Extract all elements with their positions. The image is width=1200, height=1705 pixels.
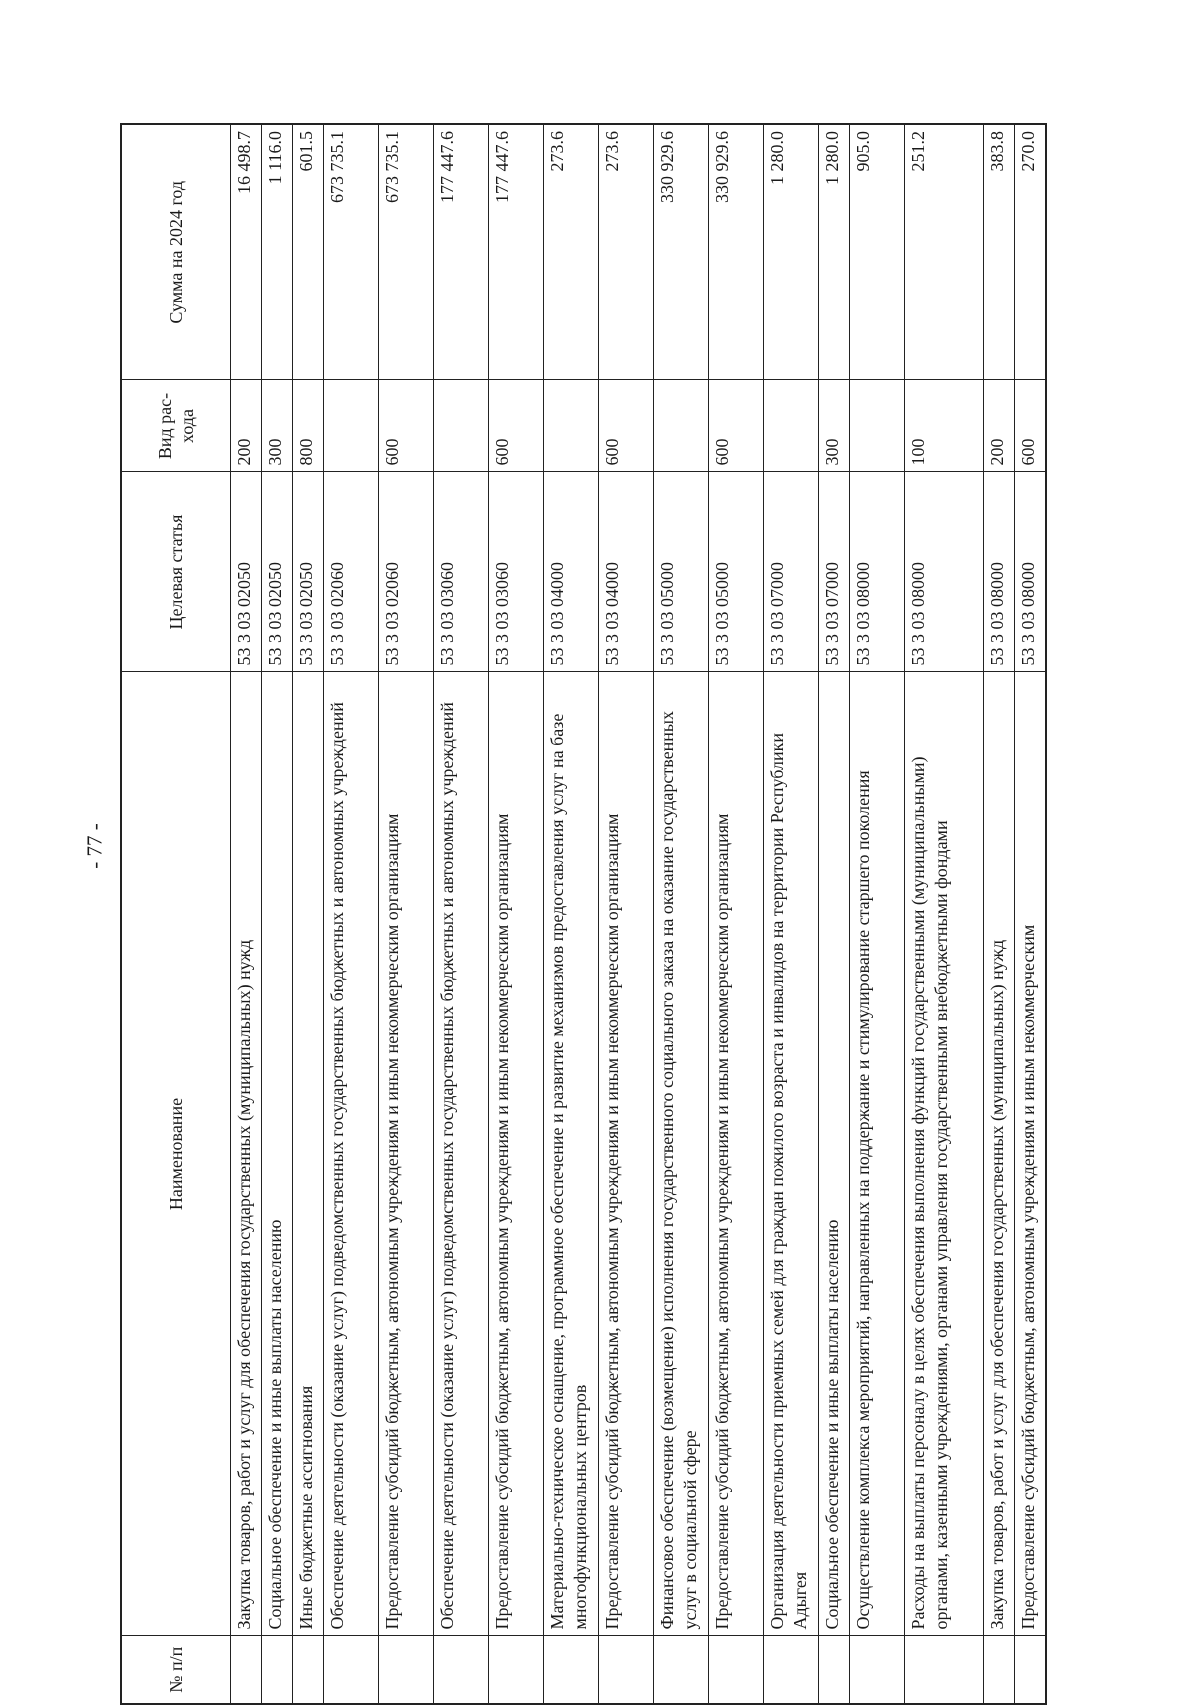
row-num	[764, 1636, 819, 1704]
row-amount: 1 280.0	[819, 124, 850, 380]
row-amount: 177 447.6	[434, 124, 489, 380]
row-num	[599, 1636, 654, 1704]
table-row	[434, 124, 489, 1704]
row-amount: 330 929.6	[654, 124, 709, 380]
row-kind	[764, 380, 819, 472]
row-code: 53 3 03 02060	[324, 472, 379, 672]
row-code: 53 3 03 02050	[231, 472, 262, 672]
row-amount: 673 735.1	[379, 124, 434, 380]
row-name: Закупка товаров, работ и услуг для обеспечения государственных (муниципальных) нужд	[231, 672, 262, 1636]
row-kind	[850, 380, 905, 472]
row-amount: 383.8	[984, 124, 1015, 380]
row-code: 53 3 03 08000	[1015, 472, 1047, 672]
row-kind	[434, 380, 489, 472]
row-num	[905, 1636, 984, 1704]
header-amount: Сумма на 2024 год	[121, 124, 231, 380]
row-kind: 300	[262, 380, 293, 472]
row-name: Предоставление субсидий бюджетным, автономным учреждениям и иным некоммерческим организациям	[709, 672, 764, 1636]
row-name: Обеспечение деятельности (оказание услуг) подведомственных государственных бюджетных и автономных учреждений	[324, 672, 379, 1636]
row-kind: 600	[379, 380, 434, 472]
row-amount: 905.0	[850, 124, 905, 380]
table-header-row	[121, 124, 231, 1704]
header-num: № п/п	[121, 1636, 231, 1704]
row-amount: 177 447.6	[489, 124, 544, 380]
row-num	[231, 1636, 262, 1704]
row-code: 53 3 03 08000	[984, 472, 1015, 672]
row-amount: 1 116.0	[262, 124, 293, 380]
row-amount: 251.2	[905, 124, 984, 380]
row-code: 53 3 03 03060	[489, 472, 544, 672]
row-code: 53 3 03 08000	[905, 472, 984, 672]
table-row	[489, 124, 544, 1704]
table-row	[984, 124, 1015, 1704]
row-num	[819, 1636, 850, 1704]
row-num	[489, 1636, 544, 1704]
header-name: Наименование	[121, 672, 231, 1636]
table-row	[709, 124, 764, 1704]
row-num	[379, 1636, 434, 1704]
row-amount: 16 498.7	[231, 124, 262, 380]
row-kind: 800	[293, 380, 324, 472]
row-kind: 300	[819, 380, 850, 472]
table-row	[654, 124, 709, 1704]
page-number: - 77 -	[82, 823, 107, 869]
row-kind	[324, 380, 379, 472]
row-name: Расходы на выплаты персоналу в целях обеспечения выполнения функций государственными (муниципальными) органами, казенными учреждениями, органами управления государственными внебюджетными фондами	[905, 672, 984, 1636]
header-kind: Вид рас-хода	[121, 380, 231, 472]
table-row	[379, 124, 434, 1704]
row-amount: 1 280.0	[764, 124, 819, 380]
table-row	[764, 124, 819, 1704]
row-name: Предоставление субсидий бюджетным, автономным учреждениям и иным некоммерческим	[1015, 672, 1047, 1636]
row-kind: 200	[984, 380, 1015, 472]
row-num	[262, 1636, 293, 1704]
row-name: Обеспечение деятельности (оказание услуг) подведомственных государственных бюджетных и автономных учреждений	[434, 672, 489, 1636]
table-row	[544, 124, 599, 1704]
row-name: Социальное обеспечение и иные выплаты населению	[819, 672, 850, 1636]
row-code: 53 3 03 05000	[654, 472, 709, 672]
row-code: 53 3 03 04000	[599, 472, 654, 672]
table-row	[819, 124, 850, 1704]
row-num	[293, 1636, 324, 1704]
row-kind	[544, 380, 599, 472]
row-name: Предоставление субсидий бюджетным, автономным учреждениям и иным некоммерческим организациям	[489, 672, 544, 1636]
table-row	[905, 124, 984, 1704]
row-name: Финансовое обеспечение (возмещение) исполнения государственного социального заказа на оказание государственных услуг в социальной сфере	[654, 672, 709, 1636]
row-name: Предоставление субсидий бюджетным, автономным учреждениям и иным некоммерческим организациям	[379, 672, 434, 1636]
row-num	[984, 1636, 1015, 1704]
row-code: 53 3 03 03060	[434, 472, 489, 672]
row-num	[324, 1636, 379, 1704]
row-code: 53 3 03 04000	[544, 472, 599, 672]
rotated-table-area	[120, 125, 1038, 1705]
row-kind: 600	[1015, 380, 1047, 472]
row-code: 53 3 03 05000	[709, 472, 764, 672]
row-kind: 100	[905, 380, 984, 472]
row-name: Иные бюджетные ассигнования	[293, 672, 324, 1636]
row-amount: 273.6	[544, 124, 599, 380]
row-amount: 273.6	[599, 124, 654, 380]
row-name: Закупка товаров, работ и услуг для обеспечения государственных (муниципальных) нужд	[984, 672, 1015, 1636]
row-kind: 600	[489, 380, 544, 472]
row-amount: 270.0	[1015, 124, 1047, 380]
row-code: 53 3 03 08000	[850, 472, 905, 672]
row-name: Материально-техническое оснащение, программное обеспечение и развитие механизмов предоставления услуг на базе многофункциональных центров	[544, 672, 599, 1636]
row-num	[544, 1636, 599, 1704]
row-code: 53 3 03 02050	[262, 472, 293, 672]
row-num	[434, 1636, 489, 1704]
row-num	[1015, 1636, 1047, 1704]
table-row	[850, 124, 905, 1704]
row-kind	[654, 380, 709, 472]
row-name: Предоставление субсидий бюджетным, автономным учреждениям и иным некоммерческим организациям	[599, 672, 654, 1636]
budget-table-container	[120, 125, 1038, 1705]
table-row	[599, 124, 654, 1704]
row-amount: 330 929.6	[709, 124, 764, 380]
row-kind: 600	[599, 380, 654, 472]
table-row	[1015, 124, 1047, 1704]
row-kind: 600	[709, 380, 764, 472]
row-num	[850, 1636, 905, 1704]
row-code: 53 3 03 07000	[764, 472, 819, 672]
row-code: 53 3 03 02050	[293, 472, 324, 672]
row-name: Осуществление комплекса мероприятий, направленных на поддержание и стимулирование старшего поколения	[850, 672, 905, 1636]
row-amount: 601.5	[293, 124, 324, 380]
table-row	[293, 124, 324, 1704]
budget-table	[120, 123, 1047, 1705]
row-name: Социальное обеспечение и иные выплаты населению	[262, 672, 293, 1636]
table-row	[262, 124, 293, 1704]
row-code: 53 3 03 02060	[379, 472, 434, 672]
table-row	[231, 124, 262, 1704]
row-num	[709, 1636, 764, 1704]
row-amount: 673 735.1	[324, 124, 379, 380]
table-row	[324, 124, 379, 1704]
row-name: Организация деятельности приемных семей для граждан пожилого возраста и инвалидов на территории Республики Адыгея	[764, 672, 819, 1636]
row-num	[654, 1636, 709, 1704]
row-code: 53 3 03 07000	[819, 472, 850, 672]
row-kind: 200	[231, 380, 262, 472]
header-code: Целевая статья	[121, 472, 231, 672]
